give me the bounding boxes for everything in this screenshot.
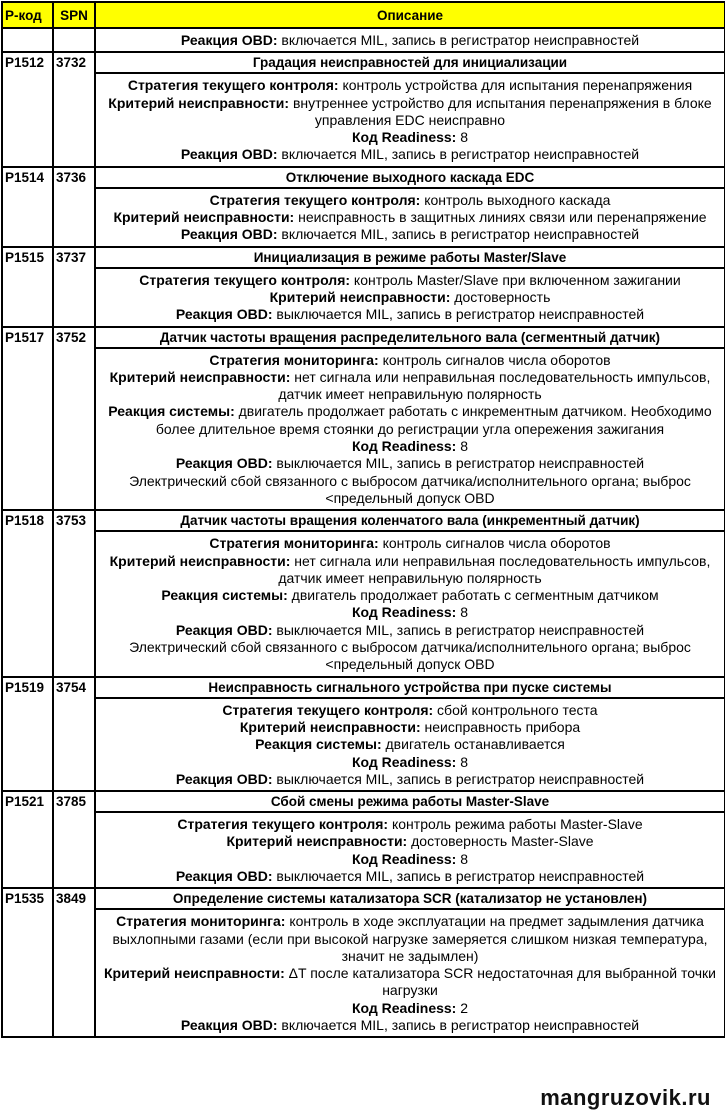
line-text: 8 (456, 129, 469, 146)
description-line (102, 965, 718, 1000)
fault-title: Неисправность сигнального устройства при пуске системы (95, 677, 725, 698)
fault-title: Определение системы катализатора SCR (катализатор не установлен) (95, 888, 725, 909)
line-label: Код Readiness: (351, 999, 457, 1016)
line-label: Критерий неисправности: (109, 552, 291, 569)
line-text: достоверность Master-Slave (407, 833, 594, 850)
description-line (102, 209, 718, 226)
site-watermark: mangruzovik.ru (540, 1085, 711, 1110)
description-line (102, 639, 718, 674)
description-row (2, 531, 725, 676)
intro-description (95, 28, 725, 52)
description-line (102, 702, 718, 719)
description-line (102, 129, 718, 146)
header-spn: SPN (53, 2, 95, 28)
spn-cell: 3753 (53, 510, 95, 676)
line-text: выключается MIL, запись в регистратор неисправностей (272, 621, 645, 638)
line-label: Реакция OBD: (180, 226, 278, 243)
p-code-cell: P1521 (2, 791, 53, 888)
line-text: выключается MIL, запись в регистратор неисправностей (272, 770, 645, 787)
description-line (102, 455, 718, 472)
description-line (102, 473, 718, 508)
spn-cell: 3754 (53, 677, 95, 791)
table-header-row (2, 2, 725, 28)
line-text: включается MIL, запись в регистратор неисправностей (277, 1017, 640, 1034)
description-line (102, 146, 718, 163)
description-line (102, 913, 718, 965)
description-line (102, 77, 718, 94)
code-title-row (2, 247, 725, 268)
table-body (2, 28, 725, 1037)
line-text: внутреннее устройство для испытания перенапряжения в блоке управления EDC неисправно (289, 94, 712, 128)
description-line (102, 352, 718, 369)
code-title-row (2, 167, 725, 188)
description-line (102, 719, 718, 736)
header-description: Описание (95, 2, 725, 28)
line-text: двигатель продолжает работать с сегментным датчиком (287, 587, 659, 604)
line-text: нет сигнала или неправильная последовательность импульсов, датчик имеет неправильную полярность (278, 368, 711, 403)
line-label: Код Readiness: (351, 753, 457, 770)
line-label: Реакция OBD: (175, 867, 273, 884)
line-label: Критерий неисправности: (113, 209, 295, 226)
fault-title: Инициализация в режиме работы Master/Slave (95, 247, 725, 268)
p-code-cell: P1512 (2, 52, 53, 166)
line-label: Критерий неисправности: (108, 94, 290, 111)
code-title-row (2, 327, 725, 348)
line-text: выключается MIL, запись в регистратор неисправностей (272, 455, 645, 472)
description-line (102, 868, 718, 885)
line-label: Стратегия текущего контроля: (177, 816, 389, 833)
fault-description (95, 268, 725, 327)
line-label: Реакция системы: (161, 587, 288, 604)
description-row (2, 73, 725, 166)
line-text: Электрический сбой связанного с выбросом датчика/исполнительного органа; выброс <предельный допуск OBD (129, 472, 691, 506)
fault-description (95, 812, 725, 888)
description-line (102, 771, 718, 788)
description-line (102, 553, 718, 588)
code-title-row (2, 677, 725, 698)
line-text: контроль Master/Slave при включенном зажигании (350, 271, 681, 288)
description-line (102, 535, 718, 552)
description-row (2, 268, 725, 327)
line-label: Реакция OBD: (180, 1017, 278, 1034)
description-line (102, 306, 718, 323)
fault-title: Датчик частоты вращения коленчатого вала (инкрементный датчик) (95, 510, 725, 531)
intro-row (2, 28, 725, 52)
description-line (102, 604, 718, 621)
code-title-row (2, 791, 725, 812)
line-label: Стратегия текущего контроля: (209, 191, 421, 208)
line-text: включается MIL, запись в регистратор неисправностей (277, 226, 640, 243)
p-code-cell: P1519 (2, 677, 53, 791)
fault-description (95, 348, 725, 511)
line-text: 8 (456, 604, 469, 621)
description-line (102, 736, 718, 753)
fault-description (95, 909, 725, 1037)
description-line (102, 816, 718, 833)
line-text: 8 (456, 438, 469, 455)
line-label: Реакция OBD: (175, 306, 273, 323)
spn-cell: 3752 (53, 327, 95, 511)
spn-cell: 3785 (53, 791, 95, 888)
spn-cell: 3737 (53, 247, 95, 327)
header-p-code: P-код (2, 2, 53, 28)
description-line (102, 272, 718, 289)
description-line (102, 369, 718, 404)
line-text: выключается MIL, запись в регистратор неисправностей (272, 867, 645, 884)
code-title-row (2, 510, 725, 531)
line-text: ΔT после катализатора SCR недостаточная для выбранной точки нагрузки (284, 965, 716, 999)
fault-description (95, 188, 725, 247)
line-label: Реакция OBD: (175, 770, 273, 787)
spn-cell: 3849 (53, 888, 95, 1037)
fault-title: Отключение выходного каскада EDC (95, 167, 725, 188)
description-row (2, 698, 725, 791)
description-line (102, 403, 718, 438)
line-text: Электрический сбой связанного с выбросом датчика/исполнительного органа; выброс <предельный допуск OBD (129, 639, 691, 673)
p-code-cell: P1518 (2, 510, 53, 676)
description-line (102, 95, 718, 130)
line-label: Стратегия текущего контроля: (222, 701, 434, 718)
line-label: Стратегия текущего контроля: (139, 271, 351, 288)
code-title-row (2, 52, 725, 73)
fault-description (95, 73, 725, 166)
line-label: Стратегия мониторинга: (116, 913, 286, 930)
line-label: Стратегия текущего контроля: (127, 77, 339, 94)
description-row (2, 812, 725, 888)
line-text: контроль сигналов числа оборотов (378, 535, 611, 552)
line-label: Стратегия мониторинга: (209, 351, 379, 368)
description-row (2, 348, 725, 511)
description-line (102, 851, 718, 868)
line-text: контроль режима работы Master-Slave (388, 816, 643, 833)
intro-line: Реакция OBD: включается MIL, запись в регистратор неисправностей (180, 32, 640, 48)
line-text: 8 (456, 753, 469, 770)
line-text: контроль сигналов числа оборотов (378, 351, 611, 368)
description-line (102, 289, 718, 306)
description-line (102, 754, 718, 771)
line-text: контроль выходного каскада (420, 191, 611, 208)
line-label: Критерий неисправности: (239, 718, 421, 735)
obd-codes-table (1, 1, 725, 1038)
description-line (102, 438, 718, 455)
line-text: 2 (456, 999, 469, 1016)
fault-description (95, 531, 725, 676)
p-code-cell: P1517 (2, 327, 53, 511)
line-label: Код Readiness: (351, 604, 457, 621)
spn-cell: 3736 (53, 167, 95, 247)
intro-code-cell (2, 28, 53, 52)
description-line (102, 192, 718, 209)
p-code-cell: P1514 (2, 167, 53, 247)
p-code-cell: P1515 (2, 247, 53, 327)
line-label: Стратегия мониторинга: (209, 535, 379, 552)
line-text: нет сигнала или неправильная последовательность импульсов, датчик имеет неправильную полярность (278, 552, 711, 586)
line-label: Критерий неисправности: (104, 965, 285, 982)
line-text: двигатель останавливается (381, 736, 565, 753)
description-line (102, 226, 718, 243)
fault-title: Градация неисправностей для инициализации (95, 52, 725, 73)
line-label: Реакция OBD: (175, 621, 273, 638)
line-label: Критерий неисправности: (226, 833, 408, 850)
line-text: двигатель продолжает работать с инкрементным датчиком. Необходимо более длительное время стоянки до регистрации угла опережения зажигания (155, 403, 712, 437)
line-text: сбой контрольного теста (433, 701, 598, 718)
line-text: неисправность в защитных линиях связи или перенапряжение (294, 209, 707, 226)
code-title-row (2, 888, 725, 909)
intro-spn-cell (53, 28, 95, 52)
fault-description (95, 698, 725, 791)
line-text: выключается MIL, запись в регистратор неисправностей (272, 306, 645, 323)
line-label: Реакция системы: (255, 736, 382, 753)
description-line (102, 1017, 718, 1034)
line-text: неисправность прибора (420, 718, 581, 735)
line-text: достоверность (450, 288, 551, 305)
line-text: включается MIL, запись в регистратор неисправностей (277, 146, 640, 163)
description-line (102, 833, 718, 850)
fault-title: Сбой смены режима работы Master-Slave (95, 791, 725, 812)
line-label: Код Readiness: (351, 438, 457, 455)
line-label: Критерий неисправности: (269, 288, 451, 305)
line-label: Код Readiness: (351, 850, 457, 867)
line-label: Реакция системы: (108, 403, 235, 420)
description-line (102, 587, 718, 604)
spn-cell: 3732 (53, 52, 95, 166)
line-label: Код Readiness: (351, 129, 457, 146)
description-line (102, 622, 718, 639)
line-label: Реакция OBD: (180, 146, 278, 163)
line-text: контроль устройства для испытания перенапряжения (338, 77, 693, 94)
line-text: 8 (456, 850, 469, 867)
line-label: Реакция OBD: (175, 455, 273, 472)
p-code-cell: P1535 (2, 888, 53, 1037)
description-row (2, 909, 725, 1037)
fault-title: Датчик частоты вращения распределительного вала (сегментный датчик) (95, 327, 725, 348)
description-line (102, 1000, 718, 1017)
line-text: контроль в ходе эксплуатации на предмет задымления датчика выхлопными газами (если при высокой нагрузке замеряется слишком низкая температура, значит не задымлен) (112, 913, 708, 964)
line-label: Критерий неисправности: (109, 368, 291, 385)
description-row (2, 188, 725, 247)
